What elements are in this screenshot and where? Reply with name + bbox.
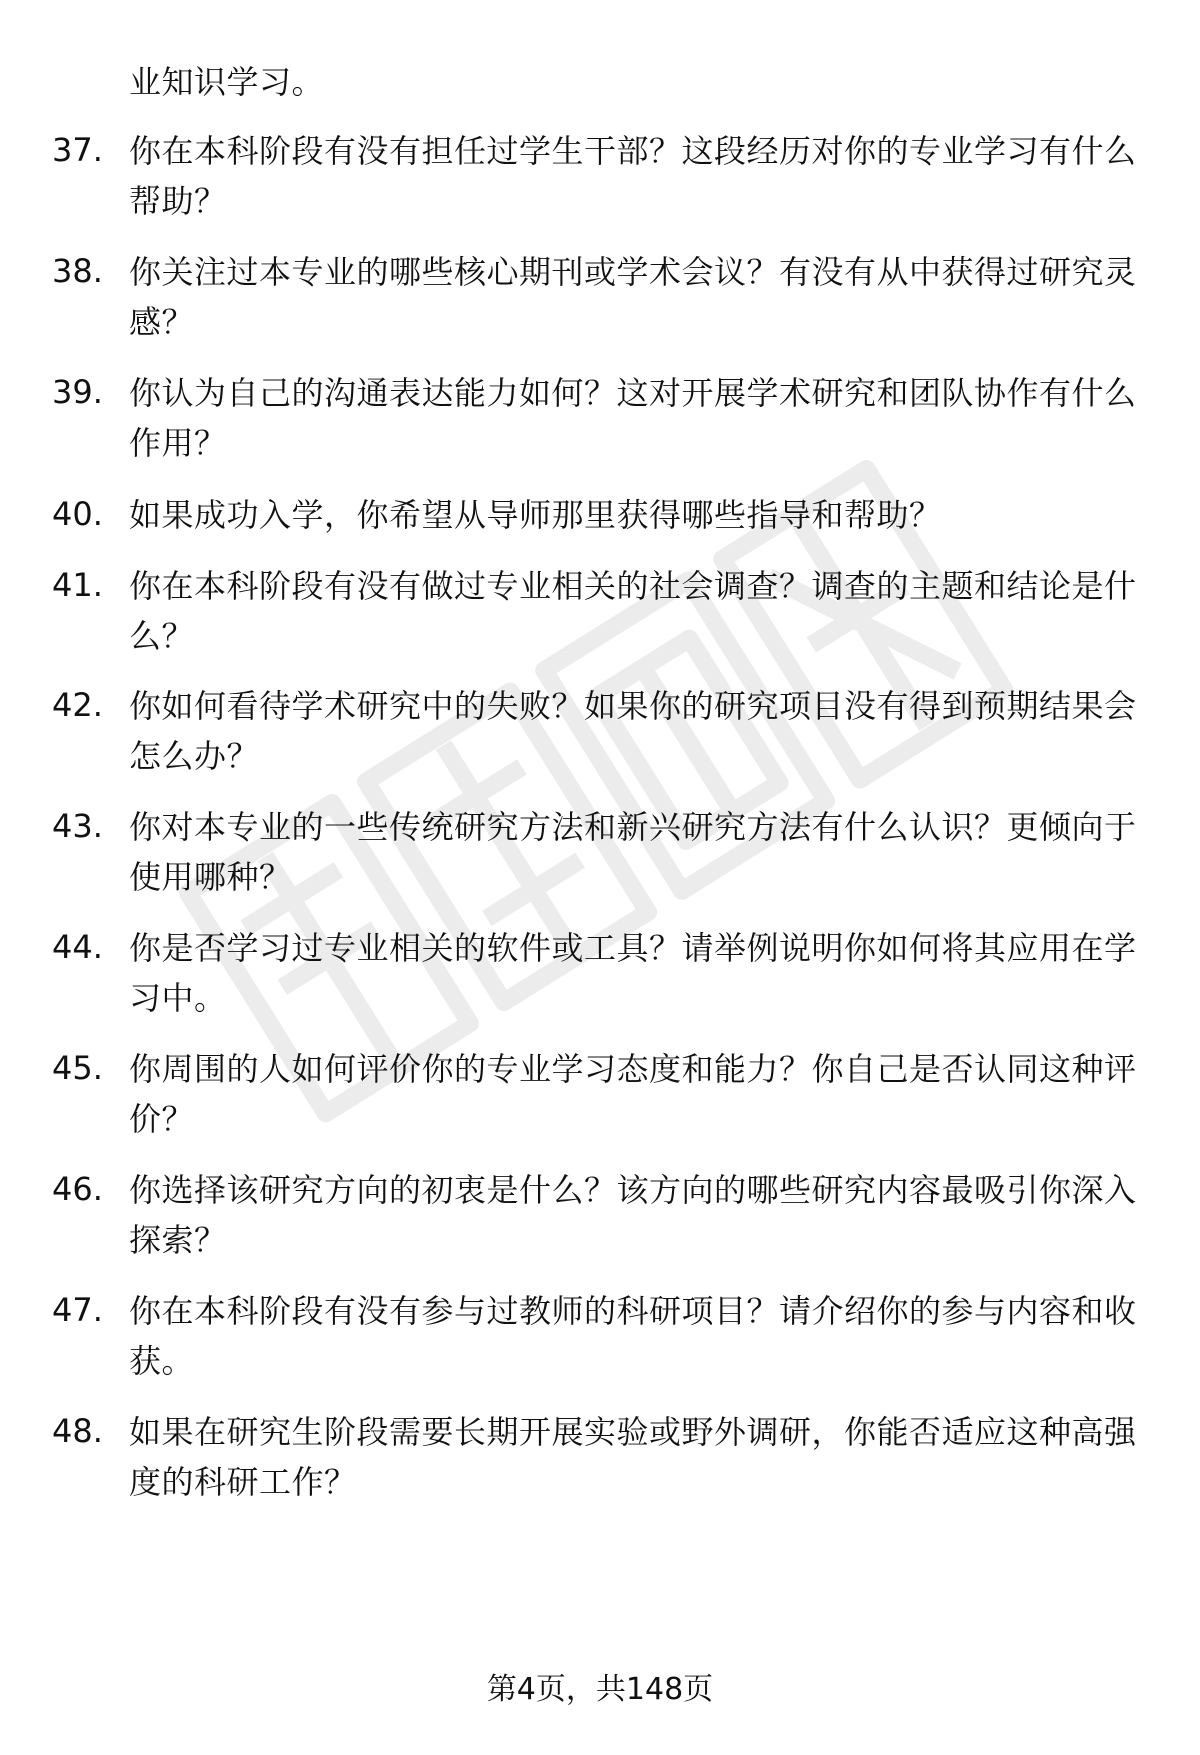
question-number: 39.	[52, 373, 103, 411]
page-footer: 第4页，共148页	[486, 1672, 714, 1707]
question-number: 43.	[52, 807, 103, 845]
question-text: 你在本科阶段有没有担任过学生干部？这段经历对你的专业学习有什么帮助？	[129, 132, 1137, 220]
question-number: 38.	[52, 252, 103, 290]
continuation-text: 业知识学习。	[129, 63, 325, 101]
question-text: 如果成功入学，你希望从导师那里获得哪些指导和帮助？	[129, 496, 942, 534]
question-text: 你在本科阶段有没有参与过教师的科研项目？请介绍你的参与内容和收获。	[129, 1292, 1137, 1380]
question-number: 47.	[52, 1291, 103, 1329]
question-text: 你认为自己的沟通表达能力如何？这对开展学术研究和团队协作有什么作用？	[129, 374, 1137, 462]
question-number: 45.	[52, 1049, 103, 1087]
question-text: 你在本科阶段有没有做过专业相关的社会调查？调查的主题和结论是什么？	[129, 567, 1137, 655]
question-number: 40.	[52, 495, 103, 533]
question-text: 你是否学习过专业相关的软件或工具？请举例说明你如何将其应用在学习中。	[129, 929, 1137, 1017]
question-text: 你对本专业的一些传统研究方法和新兴研究方法有什么认识？更倾向于使用哪种？	[129, 808, 1137, 896]
question-number: 37.	[52, 131, 103, 169]
question-number: 44.	[52, 928, 103, 966]
question-number: 46.	[52, 1170, 103, 1208]
question-text: 你如何看待学术研究中的失败？如果你的研究项目没有得到预期结果会怎么办？	[129, 687, 1137, 775]
question-text: 如果在研究生阶段需要长期开展实验或野外调研，你能否适应这种高强度的科研工作？	[129, 1413, 1137, 1501]
question-number: 48.	[52, 1412, 103, 1450]
question-number: 42.	[52, 686, 103, 724]
question-text: 你周围的人如何评价你的专业学习态度和能力？你自己是否认同这种评价？	[129, 1050, 1137, 1138]
question-number: 41.	[52, 566, 103, 604]
question-text: 你选择该研究方向的初衷是什么？该方向的哪些研究内容最吸引你深入探索？	[129, 1171, 1137, 1259]
question-text: 你关注过本专业的哪些核心期刊或学术会议？有没有从中获得过研究灵感？	[129, 253, 1137, 341]
